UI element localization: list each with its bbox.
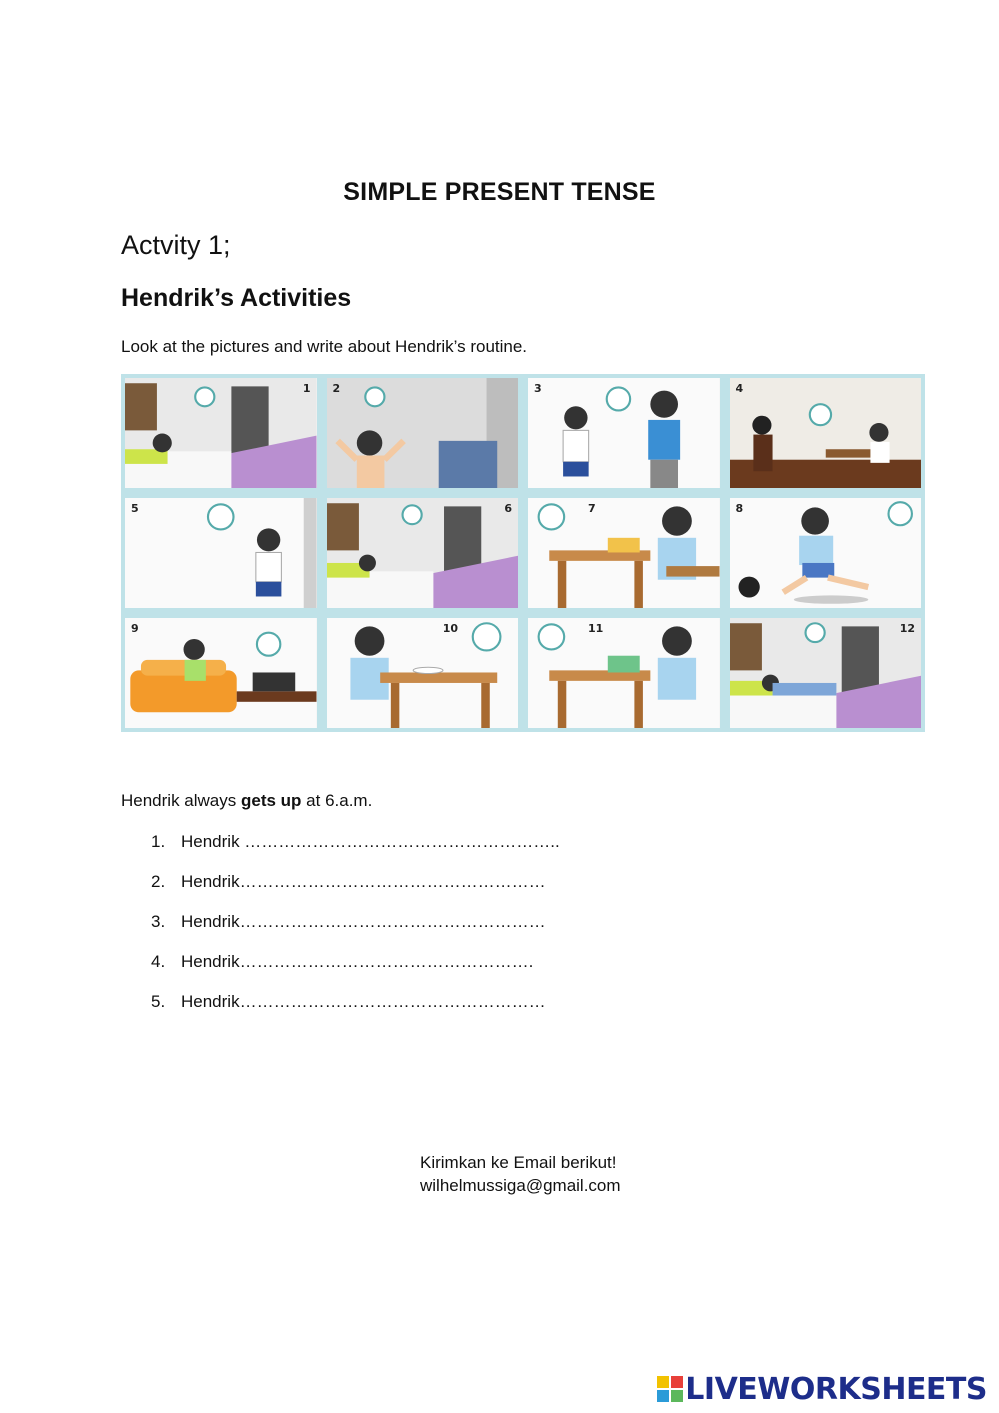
panel-1 — [125, 378, 317, 488]
exercise-text: Hendrik ……………………………………………….. — [181, 832, 560, 851]
exercise-list — [151, 832, 560, 1032]
exercise-number: 3. — [151, 912, 166, 931]
exercise-text: Hendrik……………………………………………… — [181, 912, 546, 931]
liveworksheets-logo — [657, 1372, 987, 1406]
sleeping-illustration — [730, 618, 922, 728]
exercise-item[interactable] — [151, 952, 560, 992]
stretching-illustration — [327, 378, 519, 488]
nap-illustration — [327, 498, 519, 608]
section-heading: Hendrik’s Activities — [121, 284, 352, 312]
exercise-text: Hendrik……………………………………………… — [181, 872, 546, 891]
panel-number: 7 — [588, 502, 596, 515]
panel-5 — [125, 498, 317, 608]
panel-12 — [730, 618, 922, 728]
panel-number: 3 — [534, 382, 542, 395]
studying-illustration — [528, 618, 720, 728]
exercise-number: 1. — [151, 832, 166, 851]
exercise-number: 4. — [151, 952, 166, 971]
panel-number: 8 — [735, 502, 744, 515]
panel-number: 11 — [588, 622, 604, 635]
exercise-text: Hendrik……………………………………………. — [181, 952, 534, 971]
example-verb: gets up — [241, 791, 302, 810]
activity-heading: Actvity 1; — [121, 230, 231, 260]
page-title: SIMPLE PRESENT TENSE — [343, 178, 656, 206]
panel-number: 2 — [332, 382, 341, 395]
classroom-illustration — [730, 378, 922, 488]
bedroom-illustration — [125, 378, 317, 488]
panel-number: 10 — [442, 622, 458, 635]
reading-illustration — [528, 498, 720, 608]
panel-11 — [528, 618, 720, 728]
logo-text: LIVEWORKSHEETS — [685, 1371, 987, 1407]
example-after: at 6.a.m. — [301, 791, 373, 810]
exercise-number: 2. — [151, 872, 166, 891]
submission-email: wilhelmussiga@gmail.com — [420, 1176, 621, 1195]
panel-6 — [327, 498, 519, 608]
panel-number: 6 — [504, 502, 512, 515]
example-before: Hendrik always — [121, 791, 241, 810]
football-illustration — [730, 498, 922, 608]
exercise-item[interactable] — [151, 912, 560, 952]
standing-illustration — [125, 498, 317, 608]
logo-blocks-icon — [657, 1376, 683, 1402]
panel-number: 9 — [131, 622, 139, 635]
panel-number: 12 — [899, 622, 915, 635]
panel-number: 4 — [735, 382, 744, 395]
panel-10 — [327, 618, 519, 728]
instruction-text: Look at the pictures and write about Hendrik’s routine. — [121, 337, 528, 356]
panel-9 — [125, 618, 317, 728]
submission-note — [420, 1151, 621, 1197]
panel-2 — [327, 378, 519, 488]
panel-3 — [528, 378, 720, 488]
panel-7 — [528, 498, 720, 608]
exercise-item[interactable] — [151, 992, 560, 1032]
panel-8 — [730, 498, 922, 608]
father-talk-illustration — [528, 378, 720, 488]
exercise-item[interactable] — [151, 832, 560, 872]
exercise-text: Hendrik……………………………………………… — [181, 992, 546, 1011]
panel-number: 5 — [131, 502, 139, 515]
panel-number: 1 — [302, 382, 311, 395]
picture-grid — [121, 374, 925, 732]
example-sentence — [121, 791, 372, 811]
submission-instruction: Kirimkan ke Email berikut! — [420, 1153, 617, 1172]
dinner-illustration — [327, 618, 519, 728]
exercise-item[interactable] — [151, 872, 560, 912]
panel-4 — [730, 378, 922, 488]
tv-illustration — [125, 618, 317, 728]
exercise-number: 5. — [151, 992, 166, 1011]
